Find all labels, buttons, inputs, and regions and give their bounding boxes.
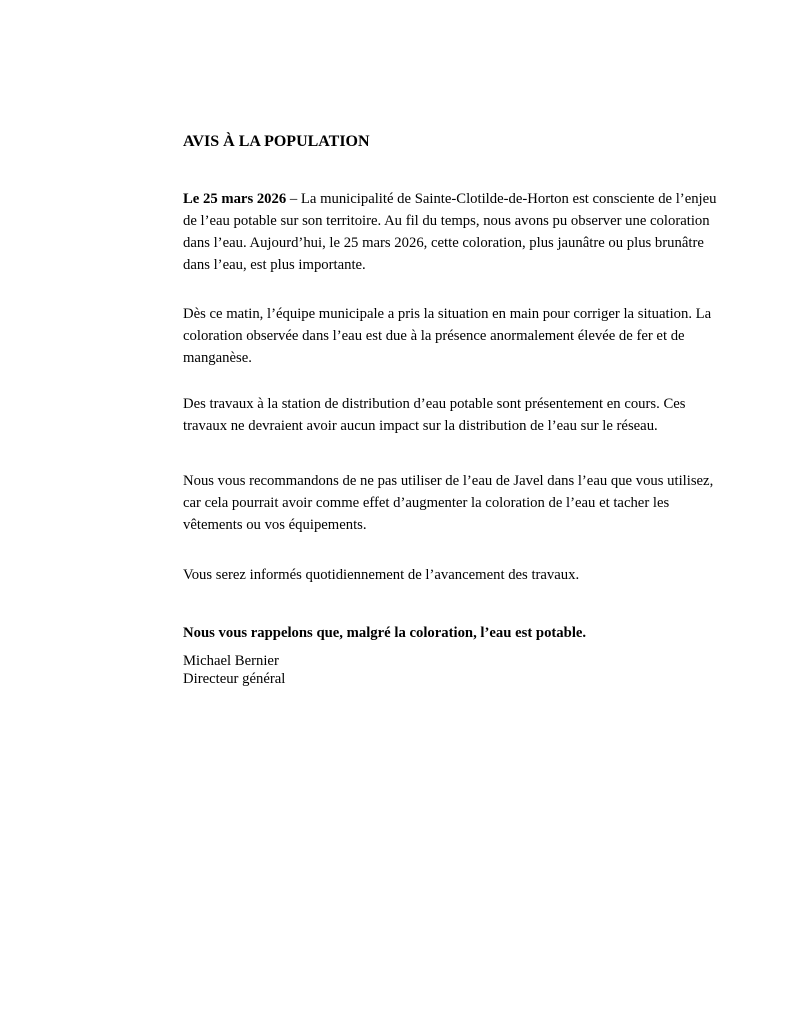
- intro-date-bold: Le 25 mars 2026: [183, 191, 287, 207]
- notice-title: AVIS À LA POPULATION: [183, 133, 370, 150]
- intro-text: – La municipalité de Sainte-Clotilde-de-Horton est consciente de l’enjeu de l’eau potable sur son territoire. Au fil du temps, nous avons pu observer une coloration dans l’eau. Aujourd’hui, le 25 mars 2026, cette coloration, plus jaunâtre ou plus brunâtre dans l’eau, est plus importante.: [183, 191, 717, 273]
- reminder-statement: Nous vous rappelons que, malgré la coloration, l’eau est potable.: [183, 625, 587, 641]
- notice-content: [183, 131, 720, 688]
- paragraph-cause: Dès ce matin, l’équipe municipale a pris la situation en main pour corriger la situation. La coloration observée dans l’eau est due à la présence anormalement élevée de fer et de manganèse.: [183, 306, 712, 366]
- paragraph-recommendation: Nous vous recommandons de ne pas utiliser de l’eau de Javel dans l’eau que vous utilisez, car cela pourrait avoir comme effet d’augmenter la coloration de l’eau et tacher les vêtements ou vos équipements.: [183, 473, 714, 533]
- paragraph-works: Des travaux à la station de distribution d’eau potable sont présentement en cours. Ces travaux ne devraient avoir aucun impact sur la distribution de l’eau sur le réseau.: [183, 396, 686, 434]
- signature-block: [183, 652, 720, 688]
- paragraph-intro: [183, 188, 720, 276]
- signature-name: Michael Bernier: [183, 653, 279, 669]
- paragraph-updates: Vous serez informés quotidiennement de l’avancement des travaux.: [183, 567, 580, 583]
- signature-role: Directeur général: [183, 671, 286, 687]
